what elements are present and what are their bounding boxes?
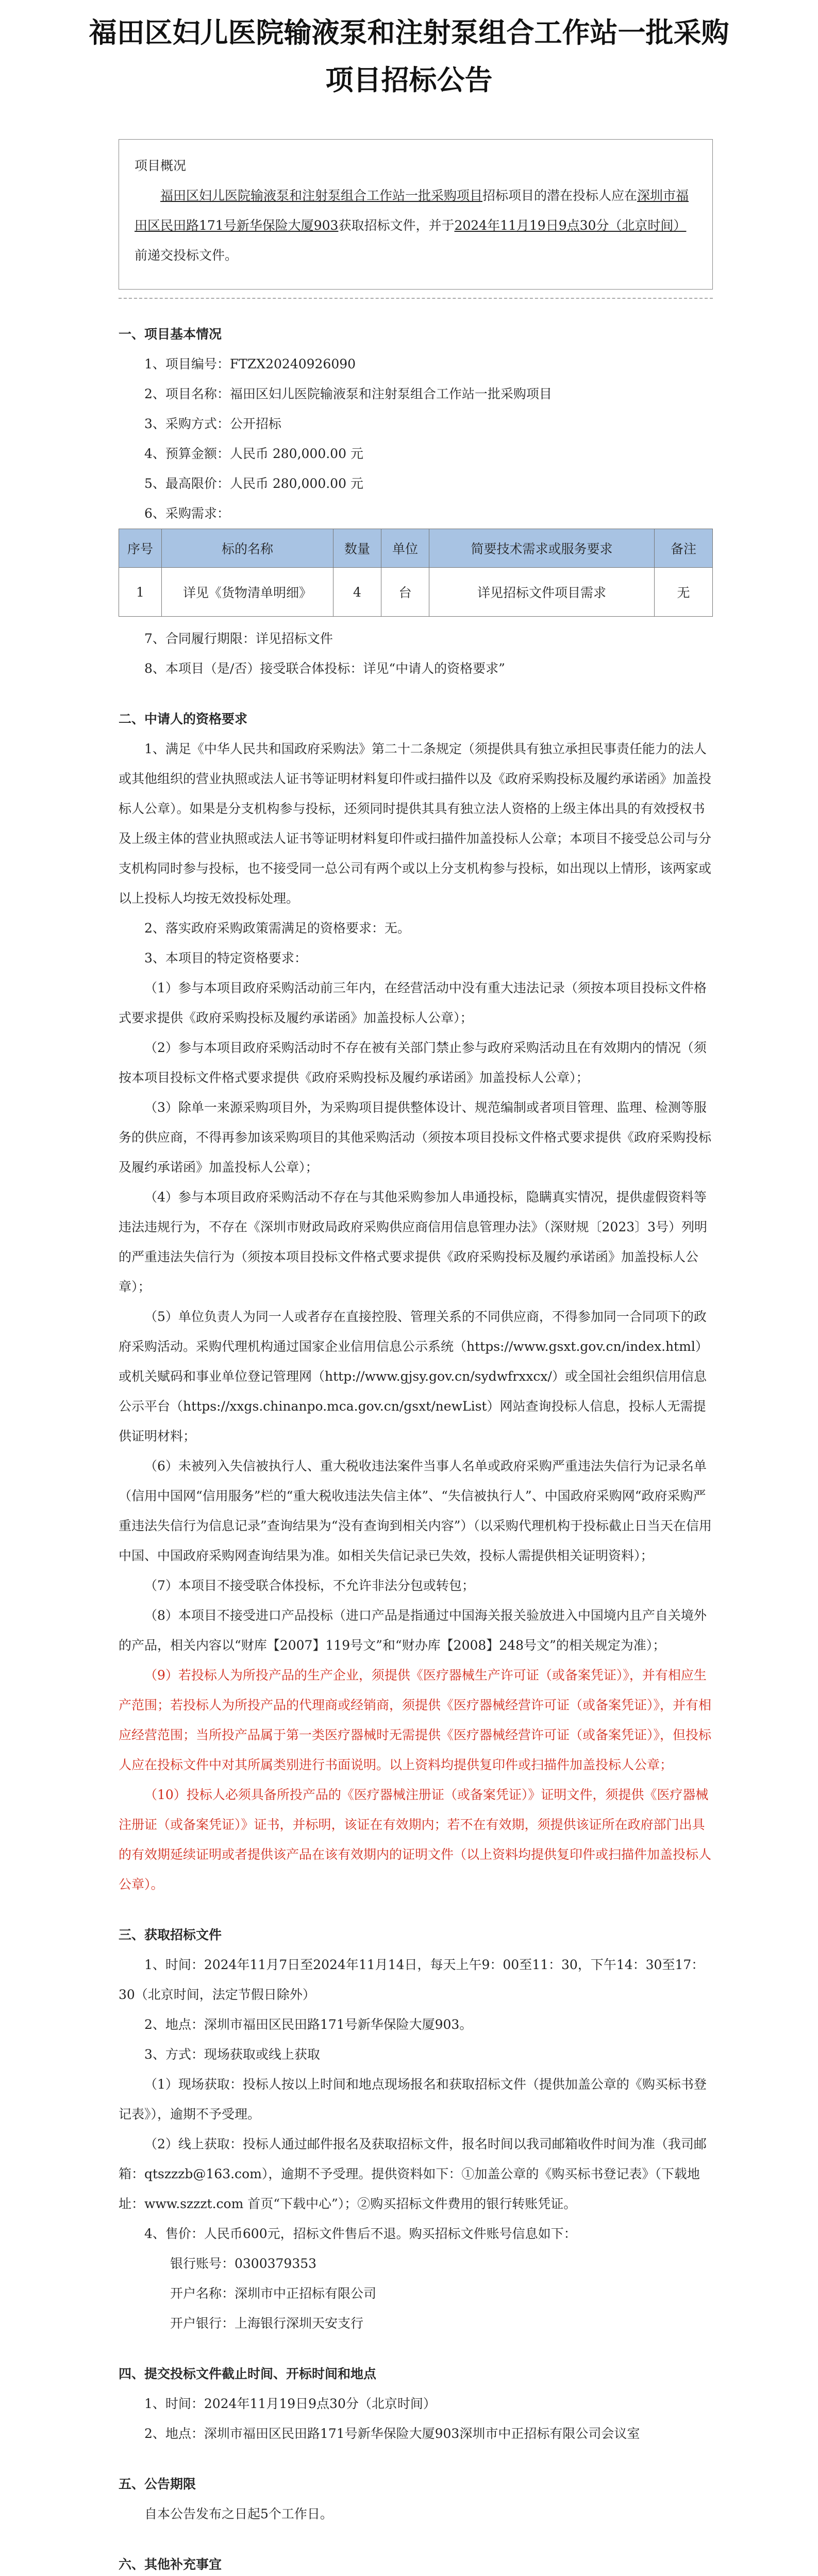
- section-heading-1: 一、项目基本情况: [119, 327, 222, 342]
- paragraph: （6）未被列入失信被执行人、重大税收违法案件当事人名单或政府采购严重违法失信行为记录名单（信用中国网“信用服务”栏的“重大税收违法失信主体”、“失信被执行人”、中国政府采购网“政府采购严重违法失信行为信息记录”查询结果为“没有查询到相关内容”）（以采购代理机构于投标截止日当天在信用中国、中国政府采购网查询结果为准。如相关失信记录已失效，投标人需提供相关证明资料）；: [119, 1459, 712, 1563]
- table-cell: 无: [655, 568, 713, 617]
- table-header-row: [119, 529, 713, 568]
- section-heading-3: 三、获取招标文件: [119, 1927, 222, 1942]
- paragraph: （1）参与本项目政府采购活动前三年内，在经营活动中没有重大违法记录（须按本项目投标文件格式要求提供《政府采购投标及履约承诺函》加盖投标人公章）；: [119, 980, 707, 1025]
- table-cell: 1: [119, 568, 162, 617]
- paragraph: （4）参与本项目政府采购活动不存在与其他采购参加人串通投标，隐瞒真实情况，提供虚假资料等违法违规行为，不存在《深圳市财政局政府采购供应商信用信息管理办法》（深财规〔2023〕3号）列明的严重违法失信行为（须按本项目投标文件格式要求提供《政府采购投标及履约承诺函》加盖投标人公章）；: [119, 1190, 708, 1294]
- highlight-paragraph: （9）若投标人为所投产品的生产企业，须提供《医疗器械生产许可证（或备案凭证）》，并有相应生产范围；若投标人为所投产品的代理商或经销商，须提供《医疗器械经营许可证（或备案凭证）》，并有相应经营范围；当所投产品属于第一类医疗器械时无需提供《医疗器械经营许可证（或备案凭证）》，但投标人应在投标文件中对其所属类别进行书面说明。以上资料均提供复印件或扫描件加盖投标人公章；: [119, 1668, 712, 1772]
- table-cell: 详见招标文件项目需求: [429, 568, 655, 617]
- paragraph: （2）参与本项目政府采购活动时不存在被有关部门禁止参与政府采购活动且在有效期内的情况（须按本项目投标文件格式要求提供《政府采购投标及履约承诺函》加盖投标人公章）；: [119, 1040, 707, 1085]
- overview-text: [135, 181, 697, 270]
- overview-project-name: 福田区妇儿医院输液泵和注射泵组合工作站一批采购项目: [160, 188, 483, 203]
- paragraph: （7）本项目不接受联合体投标，不允许非法分包或转包；: [144, 1578, 475, 1593]
- table-header: 序号: [119, 529, 162, 568]
- table-header: 标的名称: [162, 529, 333, 568]
- overview-box: [119, 139, 713, 290]
- info-item: 2、项目名称：福田区妇儿医院输液泵和注射泵组合工作站一批采购项目: [144, 386, 552, 401]
- procurement-table: [119, 529, 713, 617]
- paragraph: 2、地点：深圳市福田区民田路171号新华保险大厦903深圳市中正招标有限公司会议室: [144, 2426, 640, 2441]
- paragraph: 2、落实政府采购政策需满足的资格要求：无。: [144, 921, 410, 936]
- paragraph: （1）现场获取：投标人按以上时间和地点现场报名和获取招标文件（提供加盖公章的《购买标书登记表》），逾期不予受理。: [119, 2077, 707, 2122]
- table-cell: 详见《货物清单明细》: [162, 568, 333, 617]
- table-header: 数量: [333, 529, 381, 568]
- paragraph: 1、满足《中华人民共和国政府采购法》第二十二条规定（须提供具有独立承担民事责任能力的法人或其他组织的营业执照或法人证书等证明材料复印件或扫描件以及《政府采购投标及履约承诺函》加盖投标人公章）。如果是分支机构参与投标，还须同时提供其具有独立法人资格的上级主体出具的有效授权书及上级主体的营业执照或法人证书等证明材料复印件或扫描件加盖投标人公章；本项目不接受总公司与分支机构同时参与投标，也不接受同一总公司有两个或以上分支机构参与投标，如出现以上情形，该两家或以上投标人均按无效投标处理。: [119, 741, 712, 906]
- info-item: 3、采购方式：公开招标: [144, 416, 281, 431]
- page-title: 福田区妇儿医院输液泵和注射泵组合工作站一批采购项目招标公告: [89, 16, 729, 96]
- overview-text-part: 前递交投标文件。: [135, 248, 238, 263]
- bank-info: 银行账号：0300379353: [170, 2256, 317, 2271]
- highlight-paragraph: （10）投标人必须具备所投产品的《医疗器械注册证（或备案凭证）》证明文件，须提供《医疗器械注册证（或备案凭证）》证书，并标明，该证在有效期内；若不在有效期，须提供该证所在政府部门出具的有效期延续证明或者提供该产品在该有效期内的证明文件（以上资料均提供复印件或扫描件加盖投标人公章）。: [119, 1787, 712, 1892]
- paragraph: （2）线上获取：投标人通过邮件报名及获取招标文件，报名时间以我司邮箱收件时间为准（我司邮箱：qtszzzb@163.com），逾期不予受理。提供资料如下：①加盖公章的《购买标书登记表》（下载地址：www.szzzt.com 首页“下载中心”）；②购买招标文件费用的银行转账凭证。: [119, 2137, 707, 2211]
- table-cell: 4: [333, 568, 381, 617]
- paragraph: 3、方式：现场获取或线上获取: [144, 2047, 320, 2062]
- paragraph: 2、地点：深圳市福田区民田路171号新华保险大厦903。: [144, 2017, 473, 2032]
- section-1-list: [119, 349, 713, 529]
- bank-info: 开户名称：深圳市中正招标有限公司: [170, 2286, 377, 2301]
- info-item: 1、项目编号：FTZX20240926090: [144, 357, 356, 371]
- info-item: 8、本项目（是/否）接受联合体投标：详见“中请人的资格要求”: [144, 661, 505, 676]
- table-header: 单位: [381, 529, 429, 568]
- section-heading-2: 二、中请人的资格要求: [119, 711, 248, 726]
- paragraph: （8）本项目不接受进口产品投标（进口产品是指通过中国海关报关验放进入中国境内且产自关境外的产品，相关内容以“财库【2007】119号文”和“财办库【2008】248号文”的相关规定为准）；: [119, 1608, 707, 1653]
- overview-text-part: 获取招标文件，并于: [338, 218, 455, 233]
- info-item: 4、预算金额：人民币 280,000.00 元: [144, 446, 363, 461]
- bank-info: 开户银行：上海银行深圳天安支行: [170, 2316, 364, 2331]
- paragraph: 3、本项目的特定资格要求：: [144, 951, 307, 965]
- paragraph: 1、时间：2024年11月7日至2024年11月14日，每天上午9：00至11：30，下午14：30至17：30（北京时间，法定节假日除外）: [119, 1957, 705, 2002]
- info-item: 6、采购需求：: [144, 506, 230, 521]
- overview-text-part: 招标项目的潜在投标人应在: [482, 188, 638, 203]
- section-heading-5: 五、公告期限: [119, 2477, 196, 2492]
- overview-address: 深圳市福田区民田路171号新华保险大厦903: [135, 188, 689, 233]
- overview-deadline: 2024年11月19日9点30分（北京时间）: [454, 218, 687, 233]
- section-heading-4: 四、提交投标文件截止时间、开标时间和地点: [119, 2366, 377, 2381]
- section-heading-6: 六、其他补充事宜: [119, 2557, 222, 2572]
- info-item: 5、最高限价：人民币 280,000.00 元: [144, 476, 363, 491]
- paragraph: 自本公告发布之日起5个工作日。: [144, 2506, 333, 2521]
- paragraph: （3）除单一来源采购项目外，为采购项目提供整体设计、规范编制或者项目管理、监理、检测等服务的供应商，不得再参加该采购项目的其他采购活动（须按本项目投标文件格式要求提供《政府采购投标及履约承诺函》加盖投标人公章）；: [119, 1100, 712, 1175]
- info-item: 7、合同履行期限：详见招标文件: [144, 631, 333, 646]
- overview-heading: 项目概况: [135, 158, 187, 173]
- table-row: [119, 568, 713, 617]
- content: [119, 299, 713, 2576]
- paragraph: （5）单位负责人为同一人或者存在直接控股、管理关系的不同供应商，不得参加同一合同项下的政府采购活动。采购代理机构通过国家企业信用信息公示系统（https://www.gsxt.gov.cn/index.html）或机关赋码和事业单位登记管理网（http://www.gjsy.gov.cn/sydwfrxxcx/）或全国社会组织信用信息公示平台（https://xxgs.chinanpo.mca.gov.cn/gsxt/newList）网站查询投标人信息，投标人无需提供证明材料；: [119, 1309, 708, 1444]
- paragraph: 4、售价：人民币600元，招标文件售后不退。购买招标文件账号信息如下：: [144, 2226, 577, 2241]
- table-header: 简要技术需求或服务要求: [429, 529, 655, 568]
- table-cell: 台: [381, 568, 429, 617]
- paragraph: 1、时间：2024年11月19日9点30分（北京时间）: [144, 2396, 436, 2411]
- table-header: 备注: [655, 529, 713, 568]
